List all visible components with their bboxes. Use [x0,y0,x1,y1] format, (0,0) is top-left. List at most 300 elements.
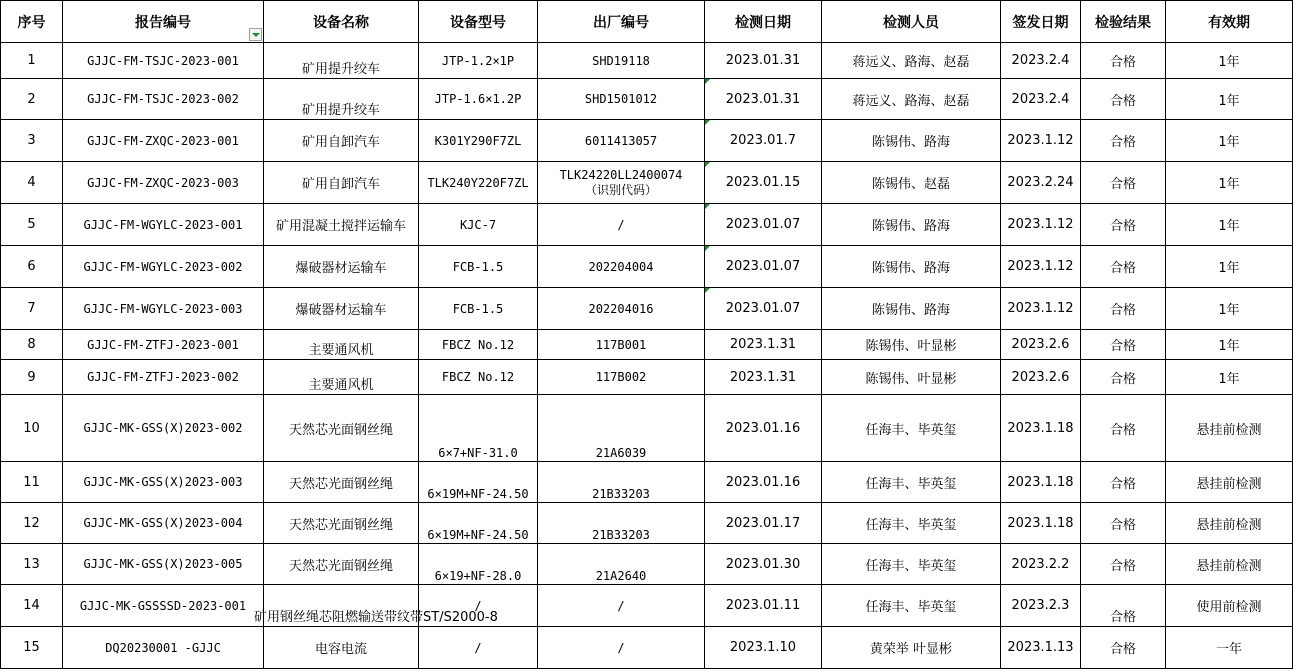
cell-result[interactable] [1081,544,1166,585]
cell-inspectors-text: 陈锡伟、路海 [871,135,950,150]
cell-serial-number[interactable] [538,544,705,585]
cell-no-text: 12 [23,515,40,531]
cell-test-date-text: 2023.01.11 [725,598,801,613]
cell-equipment-name-text: 矿用自卸汽车 [301,177,380,192]
cell-result[interactable] [1081,503,1166,544]
cell-no-text: 11 [23,474,40,490]
cell-no[interactable] [1,204,63,246]
cell-no-text: 1 [27,53,36,68]
cell-validity-text: 1年 [1218,135,1240,150]
cell-serial-number[interactable] [538,360,705,395]
cell-issue-date[interactable] [1001,627,1081,669]
cell-no-text: 7 [27,301,36,316]
table-row [1,120,1293,162]
cell-validity[interactable] [1166,246,1293,288]
cell-validity[interactable] [1166,43,1293,79]
cell-equipment-name-text: 矿用自卸汽车 [301,135,380,150]
cell-serial-number[interactable] [538,120,705,162]
cell-validity[interactable] [1166,462,1293,503]
cell-equipment-model[interactable] [419,462,538,503]
cell-equipment-model-text: FBCZ No.12 [441,370,515,384]
cell-inspectors[interactable] [822,330,1001,360]
cell-serial-number[interactable] [538,627,705,669]
cell-report-number-text: GJJC-FM-TSJC-2023-001 [87,53,239,68]
cell-validity-text: 1年 [1218,261,1240,276]
cell-result-text: 合格 [1109,93,1136,109]
cell-equipment-name[interactable] [254,585,498,627]
cell-report-number[interactable] [63,120,264,162]
cell-report-number[interactable] [63,627,264,669]
table-row [1,462,1293,503]
cell-equipment-model-text: 6×7+NF-31.0 [438,446,518,460]
cell-test-date[interactable] [705,503,822,544]
cell-equipment-name-text: 电容电流 [314,642,367,657]
cell-report-number-text: GJJC-MK-GSS(X)2023-004 [83,516,243,530]
cell-issue-date[interactable] [1001,395,1081,462]
cell-no-text: 5 [27,217,36,232]
cell-report-number-text: GJJC-FM-ZTFJ-2023-002 [87,370,239,384]
cell-validity[interactable] [1166,288,1293,330]
header-inspectors[interactable]: 检测人员 [822,1,1001,43]
cell-test-date[interactable] [705,288,822,330]
cell-result-text: 合格 [1109,642,1136,657]
cell-no[interactable] [1,395,63,462]
cell-equipment-model[interactable] [419,395,538,462]
cell-report-number-text: DQ20230001 -GJJC [105,640,221,655]
cell-serial-number-text: TLK24220LL2400074 [559,167,683,182]
cell-result-text: 合格 [1109,558,1136,574]
cell-validity[interactable] [1166,360,1293,395]
table-row [1,79,1293,120]
cell-serial-number-text: SHD1501012 [584,92,658,106]
cell-equipment-name[interactable] [264,360,419,395]
cell-equipment-model[interactable] [419,585,538,627]
cell-equipment-model-text: 6×19M+NF-24.50 [427,528,529,542]
table-row [1,288,1293,330]
cell-result[interactable] [1081,288,1166,330]
cell-report-number[interactable] [63,43,264,79]
cell-issue-date-text: 2023.1.12 [1007,259,1074,274]
header-equipment-model[interactable]: 设备型号 [419,1,538,43]
cell-result[interactable] [1081,360,1166,395]
cell-issue-date[interactable] [1001,503,1081,544]
header-serial-number[interactable]: 出厂编号 [538,1,705,43]
cell-report-number[interactable] [63,585,264,627]
cell-validity-text: 1年 [1218,339,1240,354]
cell-inspectors-text: 黄荣举 叶显彬 [869,642,953,657]
cell-no-text: 4 [27,175,36,190]
cell-result-text: 合格 [1109,517,1136,533]
cell-test-date-text: 2023.01.31 [725,53,801,68]
cell-validity-text: 1年 [1218,371,1240,387]
cell-serial-number-text: 21B33203 [592,528,650,542]
table-row [1,330,1293,360]
cell-result-text: 合格 [1109,177,1136,192]
cell-equipment-name[interactable] [264,162,419,204]
cell-no[interactable] [1,79,63,120]
cell-equipment-name[interactable] [264,288,419,330]
cell-validity-text: 使用前检测 [1196,600,1262,615]
cell-equipment-model-text: JTP-1.2×1P [441,53,515,68]
cell-report-number[interactable] [63,503,264,544]
cell-test-date-text: 2023.01.7 [729,133,797,148]
cell-issue-date-text: 2023.1.12 [1007,133,1074,148]
cell-report-number-text: GJJC-FM-ZTFJ-2023-001 [87,337,239,352]
cell-test-date[interactable] [705,246,822,288]
cell-report-number-text: GJJC-MK-GSS(X)2023-005 [83,557,243,571]
cell-equipment-model-text: TLK240Y220F7ZL [427,175,529,190]
cell-report-number-text: GJJC-FM-TSJC-2023-002 [87,92,239,106]
cell-equipment-model[interactable] [419,544,538,585]
cell-report-number-text: GJJC-MK-GSS(X)2023-002 [83,421,243,435]
cell-equipment-name[interactable] [264,246,419,288]
cell-test-date[interactable] [705,330,822,360]
cell-issue-date[interactable] [1001,204,1081,246]
table-row [1,360,1293,395]
cell-report-number[interactable] [63,330,264,360]
cell-serial-number[interactable] [538,162,705,204]
cell-inspectors[interactable] [822,585,1001,627]
cell-issue-date-text: 2023.2.4 [1011,53,1070,68]
cell-test-date[interactable] [705,162,822,204]
cell-test-date[interactable] [705,627,822,669]
cell-result[interactable] [1081,627,1166,669]
cell-equipment-model[interactable] [419,79,538,120]
cell-issue-date[interactable] [1001,246,1081,288]
cell-no-text: 9 [27,369,36,385]
cell-equipment-name[interactable] [264,120,419,162]
cell-report-number-text: GJJC-MK-GSSSSD-2023-001 [79,598,247,613]
cell-validity[interactable] [1166,395,1293,462]
cell-no[interactable] [1,43,63,79]
cell-test-date[interactable] [705,120,822,162]
cell-equipment-name-text: 矿用提升绞车 [301,62,380,77]
cell-inspectors[interactable] [822,462,1001,503]
cell-validity[interactable] [1166,120,1293,162]
cell-no[interactable] [1,627,63,669]
cell-validity[interactable] [1166,544,1293,585]
cell-issue-date-text: 2023.1.12 [1007,217,1074,232]
cell-serial-number[interactable] [538,288,705,330]
cell-inspectors[interactable] [822,204,1001,246]
cell-no[interactable] [1,360,63,395]
cell-test-date-text: 2023.01.15 [725,175,801,190]
cell-inspectors-text: 任海丰、毕英玺 [865,517,957,533]
cell-inspectors-text: 任海丰、毕英玺 [865,422,957,438]
cell-test-date-text: 2023.1.10 [729,640,797,655]
cell-serial-number-text: SHD19118 [592,53,650,68]
cell-validity-text: 1年 [1218,219,1240,234]
cell-no[interactable] [1,503,63,544]
cell-equipment-name[interactable] [264,204,419,246]
cell-issue-date[interactable] [1001,288,1081,330]
cell-issue-date-text: 2023.2.24 [1007,175,1074,190]
cell-equipment-name-text: 天然芯光面钢丝绳 [288,476,393,492]
cell-report-number[interactable] [63,204,264,246]
cell-result[interactable] [1081,120,1166,162]
table-row [1,585,1293,627]
cell-result[interactable] [1081,204,1166,246]
table-row [1,627,1293,669]
cell-report-number[interactable] [63,246,264,288]
cell-result[interactable] [1081,585,1166,627]
cell-no[interactable] [1,120,63,162]
cell-test-date-text: 2023.1.31 [729,337,797,352]
cell-no[interactable] [1,585,63,627]
cell-serial-number[interactable] [538,79,705,120]
cell-equipment-name[interactable] [264,503,419,544]
cell-inspectors[interactable] [822,288,1001,330]
cell-result-text: 合格 [1109,55,1136,70]
cell-result-text: 合格 [1109,476,1136,492]
cell-equipment-model[interactable] [419,43,538,79]
cell-equipment-name[interactable] [264,462,419,503]
cell-inspectors[interactable] [822,503,1001,544]
cell-equipment-name[interactable] [264,627,419,669]
cell-no-text: 6 [27,259,36,274]
cell-equipment-model[interactable] [419,503,538,544]
cell-test-date-text: 2023.01.16 [725,420,801,436]
cell-validity[interactable] [1166,627,1293,669]
header-report-number[interactable]: 报告编号 [63,1,264,43]
cell-equipment-model[interactable] [419,246,538,288]
cell-equipment-model-text: JTP-1.6×1.2P [434,92,522,106]
cell-inspectors[interactable] [822,395,1001,462]
cell-serial-number-text: / [617,217,625,232]
cell-no-text: 15 [23,640,40,655]
cell-result-text: 合格 [1109,610,1136,625]
header-no[interactable]: 序号 [1,1,63,43]
cell-serial-number[interactable] [538,43,705,79]
cell-no-text: 2 [27,91,36,107]
filter-dropdown-icon[interactable] [249,28,262,41]
cell-equipment-name[interactable] [264,330,419,360]
cell-validity-text: 1年 [1218,93,1240,109]
cell-equipment-name-text: 天然芯光面钢丝绳 [288,422,393,438]
cell-test-date[interactable] [705,462,822,503]
cell-no[interactable] [1,330,63,360]
cell-test-date[interactable] [705,204,822,246]
cell-issue-date-text: 2023.2.4 [1011,91,1070,107]
cell-equipment-model[interactable] [419,162,538,204]
cell-equipment-name[interactable] [264,79,419,120]
cell-test-date[interactable] [705,544,822,585]
cell-equipment-model[interactable] [419,330,538,360]
cell-equipment-name-text: 主要通风机 [308,378,374,393]
cell-serial-number-text: 21A6039 [595,446,647,460]
cell-no-text: 13 [23,556,40,572]
cell-equipment-name-text: 矿用混凝土搅拌运输车 [275,219,406,234]
cell-inspectors-text: 陈锡伟、赵磊 [871,177,950,192]
cell-serial-number[interactable] [538,330,705,360]
cell-serial-number[interactable] [538,204,705,246]
cell-test-date-text: 2023.01.16 [725,474,801,490]
cell-issue-date[interactable] [1001,544,1081,585]
cell-test-date[interactable] [705,360,822,395]
cell-report-number-text: GJJC-FM-WGYLC-2023-003 [83,301,243,316]
cell-serial-number-text: 117B001 [595,337,647,352]
cell-issue-date[interactable] [1001,330,1081,360]
cell-equipment-model[interactable] [419,627,538,669]
cell-no[interactable] [1,462,63,503]
cell-result[interactable] [1081,162,1166,204]
cell-result-text: 合格 [1109,339,1136,354]
cell-validity[interactable] [1166,330,1293,360]
cell-equipment-name-text: 天然芯光面钢丝绳 [288,517,393,533]
cell-validity-text: 1年 [1218,177,1240,192]
cell-validity-text: 悬挂前检测 [1196,422,1262,438]
cell-equipment-name[interactable] [264,395,419,462]
cell-result[interactable] [1081,43,1166,79]
cell-equipment-model[interactable] [419,204,538,246]
cell-issue-date[interactable] [1001,585,1081,627]
cell-inspectors[interactable] [822,79,1001,120]
cell-inspectors[interactable] [822,627,1001,669]
cell-serial-number-text: 202204004 [588,259,654,274]
cell-issue-date[interactable] [1001,120,1081,162]
cell-equipment-model[interactable] [419,120,538,162]
cell-no-text: 14 [23,598,40,613]
cell-issue-date-text: 2023.1.13 [1007,640,1074,655]
cell-serial-number[interactable] [538,395,705,462]
cell-no-text: 8 [27,337,36,352]
cell-report-number[interactable] [63,395,264,462]
cell-issue-date-text: 2023.2.6 [1011,337,1070,352]
cell-report-number-text: GJJC-MK-GSS(X)2023-003 [83,475,243,489]
cell-equipment-name-text: 主要通风机 [308,343,374,358]
cell-equipment-name[interactable] [264,544,419,585]
cell-serial-number-text: 6011413057 [584,133,658,148]
cell-issue-date-text: 2023.1.18 [1007,420,1074,436]
cell-serial-number[interactable] [538,585,705,627]
cell-issue-date[interactable] [1001,360,1081,395]
cell-no[interactable] [1,246,63,288]
cell-no[interactable] [1,544,63,585]
cell-equipment-model[interactable] [419,360,538,395]
cell-equipment-model-text: FCB-1.5 [452,259,504,274]
cell-issue-date[interactable] [1001,43,1081,79]
cell-result-text: 合格 [1109,422,1136,438]
header-equipment-name[interactable]: 设备名称 [264,1,419,43]
table-row [1,204,1293,246]
cell-issue-date-text: 2023.2.2 [1011,556,1070,572]
cell-validity[interactable] [1166,204,1293,246]
cell-inspectors[interactable] [822,43,1001,79]
cell-result[interactable] [1081,330,1166,360]
cell-inspectors-text: 任海丰、毕英玺 [865,600,957,615]
cell-test-date-text: 2023.01.30 [725,556,801,572]
cell-test-date[interactable] [705,43,822,79]
cell-equipment-model-text: 6×19+NF-28.0 [434,569,522,583]
cell-validity[interactable] [1166,162,1293,204]
cell-report-number[interactable] [63,162,264,204]
cell-equipment-model-text: KJC-7 [459,217,497,232]
cell-report-number[interactable] [63,360,264,395]
cell-equipment-model-text: / [474,640,482,655]
cell-equipment-model-text: FCB-1.5 [452,301,504,316]
cell-validity-text: 悬挂前检测 [1196,476,1262,492]
cell-report-number[interactable] [63,79,264,120]
cell-inspectors[interactable] [822,544,1001,585]
cell-inspectors[interactable] [822,120,1001,162]
cell-result[interactable] [1081,246,1166,288]
header-test-date[interactable]: 检测日期 [705,1,822,43]
cell-serial-number[interactable] [538,503,705,544]
cell-inspectors[interactable] [822,360,1001,395]
cell-inspectors-text: 陈锡伟、路海 [871,219,950,234]
cell-test-date[interactable] [705,395,822,462]
cell-result[interactable] [1081,79,1166,120]
cell-report-number-text: GJJC-FM-WGYLC-2023-002 [83,259,243,274]
cell-test-date-text: 2023.01.17 [725,515,801,531]
cell-inspectors-text: 陈锡伟、路海 [871,261,950,276]
cell-test-date[interactable] [705,79,822,120]
cell-issue-date-text: 2023.2.3 [1011,598,1070,613]
cell-serial-number-text: 117B002 [595,370,647,384]
cell-test-date-text: 2023.1.31 [729,369,797,385]
cell-inspectors-text: 蒋远义、路海、赵磊 [852,55,970,70]
cell-serial-number[interactable] [538,246,705,288]
cell-result-text: 合格 [1109,135,1136,150]
cell-issue-date[interactable] [1001,79,1081,120]
cell-report-number-text: GJJC-FM-WGYLC-2023-001 [83,217,243,232]
cell-inspectors-text: 陈锡伟、路海 [871,303,950,318]
header-row [1,1,1293,43]
cell-serial-number-text: 21A2640 [595,569,647,583]
cell-issue-date[interactable] [1001,462,1081,503]
header-result[interactable]: 检验结果 [1081,1,1166,43]
cell-no[interactable] [1,288,63,330]
cell-equipment-model[interactable] [419,288,538,330]
cell-no-text: 10 [23,420,40,436]
cell-serial-number-text: 21B33203 [592,487,650,501]
cell-issue-date-text: 2023.1.18 [1007,515,1074,531]
cell-equipment-name-text: 爆破器材运输车 [295,303,387,318]
cell-validity[interactable] [1166,503,1293,544]
table-row [1,162,1293,204]
cell-result[interactable] [1081,395,1166,462]
cell-report-number[interactable] [63,462,264,503]
cell-inspectors[interactable] [822,246,1001,288]
cell-validity-text: 一年 [1215,642,1242,657]
cell-result[interactable] [1081,462,1166,503]
cell-inspectors[interactable] [822,162,1001,204]
cell-validity-text: 悬挂前检测 [1196,558,1262,574]
cell-result-text: 合格 [1109,219,1136,234]
cell-serial-number[interactable] [538,462,705,503]
cell-report-number[interactable] [63,544,264,585]
table-row [1,246,1293,288]
cell-test-date[interactable] [705,585,822,627]
cell-serial-number-text: 202204016 [588,301,654,316]
cell-equipment-name-text: 天然芯光面钢丝绳 [288,558,393,574]
header-issue-date[interactable]: 签发日期 [1001,1,1081,43]
cell-validity[interactable] [1166,585,1293,627]
cell-equipment-name[interactable] [264,43,419,79]
cell-issue-date[interactable] [1001,162,1081,204]
cell-inspectors-text: 任海丰、毕英玺 [865,558,957,574]
cell-report-number[interactable] [63,288,264,330]
cell-validity-text: 1年 [1218,55,1240,70]
cell-report-number-text: GJJC-FM-ZXQC-2023-003 [87,175,239,190]
cell-no[interactable] [1,162,63,204]
cell-equipment-name-text: 矿用钢丝绳芯阻燃输送带纹带ST/S2000-8 [254,610,498,625]
cell-equipment-name-text: 爆破器材运输车 [295,261,387,276]
table-row [1,503,1293,544]
header-validity[interactable]: 有效期 [1166,1,1293,43]
cell-issue-date-text: 2023.1.12 [1007,301,1074,316]
cell-validity[interactable] [1166,79,1293,120]
